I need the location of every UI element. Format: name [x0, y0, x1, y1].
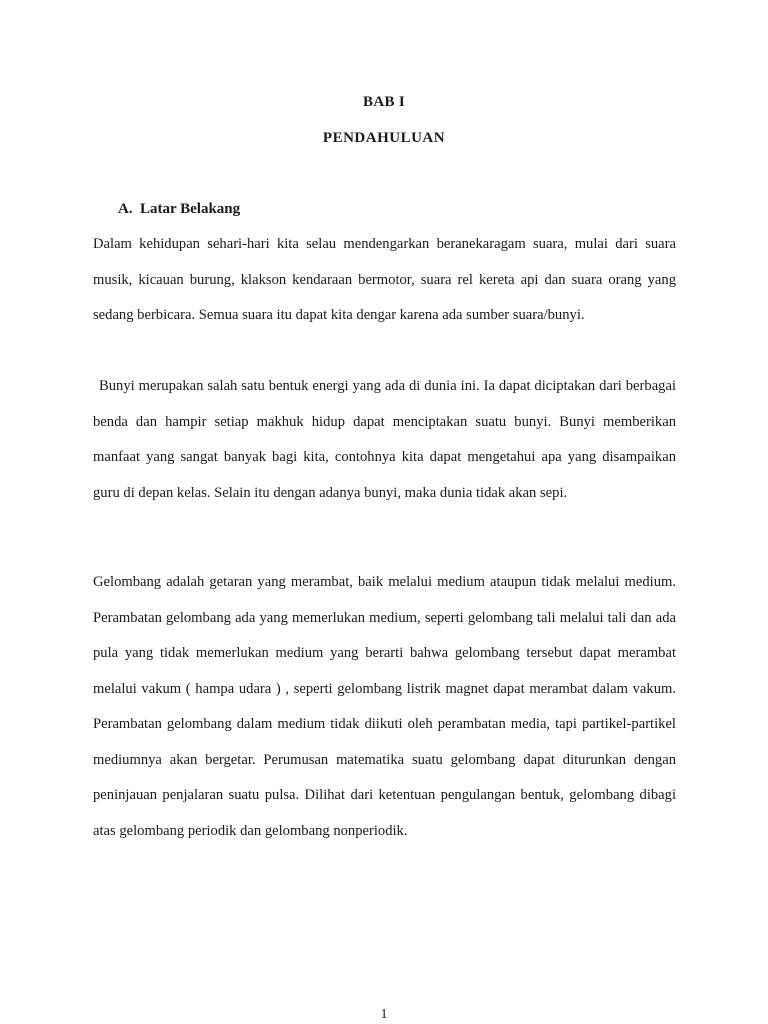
paragraph-3: Gelombang adalah getaran yang merambat, baik melalui medium ataupun tidak melalui medium. Perambatan gelombang ada yang memerlukan medium, seperti gelombang tali melalui tali dan ada pula yang tidak memerlukan medium yang berarti bahwa gelombang tersebut dapat merambat melalui vakum ( hampa udara ) , seperti gelombang listrik magnet dapat merambat dalam vakum. Perambatan gelombang dalam medium tidak diikuti oleh perambatan media, tapi partikel-partikel mediumnya akan bergetar. Perumusan matematika suatu gelombang dapat diturunkan dengan peninjauan penjalaran suatu pulsa. Dilihat dari ketentuan pengulangan bentuk, gelombang dibagi atas gelombang periodik dan gelombang nonperiodik.	[93, 574, 676, 839]
section-title: Latar Belakang	[140, 201, 241, 217]
chapter-title: PENDAHULUAN	[322, 130, 446, 146]
page-number: 1	[380, 1007, 388, 1022]
chapter-label: BAB I	[363, 94, 405, 110]
section-letter: A.	[118, 201, 133, 217]
paragraph-1: Dalam kehidupan sehari-hari kita selau mendengarkan beranekaragam suara, mulai dari suara musik, kicauan burung, klakson kendaraan bermotor, suara rel kereta api dan suara orang yang sedang berbicara. Semua suara itu dapat kita dengar karena ada sumber suara/bunyi.	[93, 236, 676, 323]
paragraph-2: Bunyi merupakan salah satu bentuk energi yang ada di dunia ini. Ia dapat diciptakan dari berbagai benda dan hampir setiap makhuk hidup dapat menciptakan suatu bunyi. Bunyi memberikan manfaat yang sangat banyak bagi kita, contohnya kita dapat mengetahui apa yang disampaikan guru di depan kelas. Selain itu dengan adanya bunyi, maka dunia tidak akan sepi.	[93, 378, 676, 501]
section-heading	[118, 201, 240, 218]
